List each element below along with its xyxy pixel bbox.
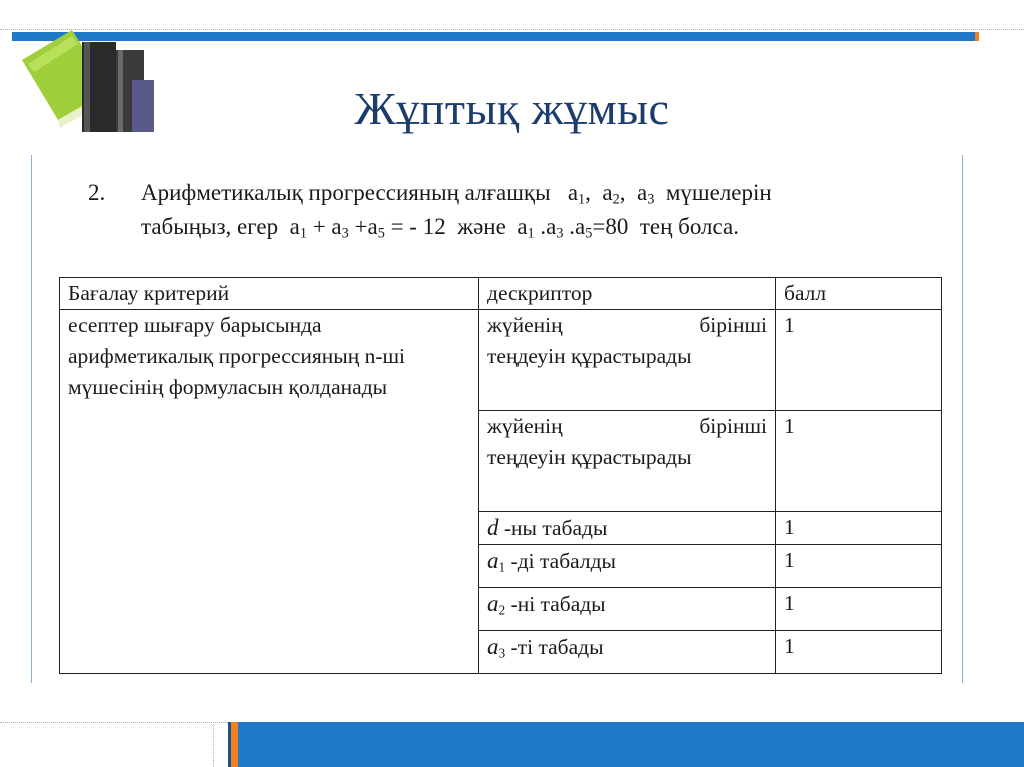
left-frame-line xyxy=(31,155,32,683)
descriptor-cell: d -ны табады xyxy=(479,512,776,545)
header-criterion: Бағалау критерий xyxy=(60,278,479,310)
task-number: 2. xyxy=(88,180,106,205)
task-statement xyxy=(88,176,948,244)
right-frame-line xyxy=(962,155,963,683)
bottom-accent-cap xyxy=(231,722,238,767)
score-cell: 1 xyxy=(776,545,942,588)
descriptor-cell: $a_3$ -ті табады xyxy=(479,631,776,674)
slide-title: Жұптық жұмыс xyxy=(354,83,670,134)
bottom-dotted-line xyxy=(0,722,230,723)
descriptor-cell: жүйенің бірінші теңдеуін құрастырады xyxy=(479,411,776,512)
header-score: балл xyxy=(776,278,942,310)
top-accent-cap xyxy=(975,32,979,41)
score-cell: 1 xyxy=(776,631,942,674)
table-row xyxy=(60,310,942,411)
score-cell: 1 xyxy=(776,411,942,512)
table-header-row xyxy=(60,278,942,310)
bottom-dotted-divider xyxy=(213,722,214,767)
task-line-1: Арифметикалық прогрессияның алғашқы $a_1$, $a_2$, $a_3$ мүшелерін xyxy=(141,180,772,208)
assessment-table xyxy=(59,277,942,674)
task-line-2: табыңыз, егер $a_1 + a_3 +a_5$ = - 12 және $a_1$ $.a_3$ $.a_5=80$ тең болса. xyxy=(141,214,739,242)
descriptor-cell: $a_1$ -ді табалды xyxy=(479,545,776,588)
score-cell: 1 xyxy=(776,310,942,411)
descriptor-cell: $a_2$ -ні табады xyxy=(479,588,776,631)
header-descriptor: дескриптор xyxy=(479,278,776,310)
score-cell: 1 xyxy=(776,512,942,545)
criterion-cell: есептер шығару барысында арифметикалық прогрессияның n-ші мүшесінің формуласын қолданады xyxy=(60,310,479,674)
bottom-accent-bar xyxy=(238,722,1024,767)
descriptor-cell: жүйенің бірінші теңдеуін құрастырады xyxy=(479,310,776,411)
score-cell: 1 xyxy=(776,588,942,631)
